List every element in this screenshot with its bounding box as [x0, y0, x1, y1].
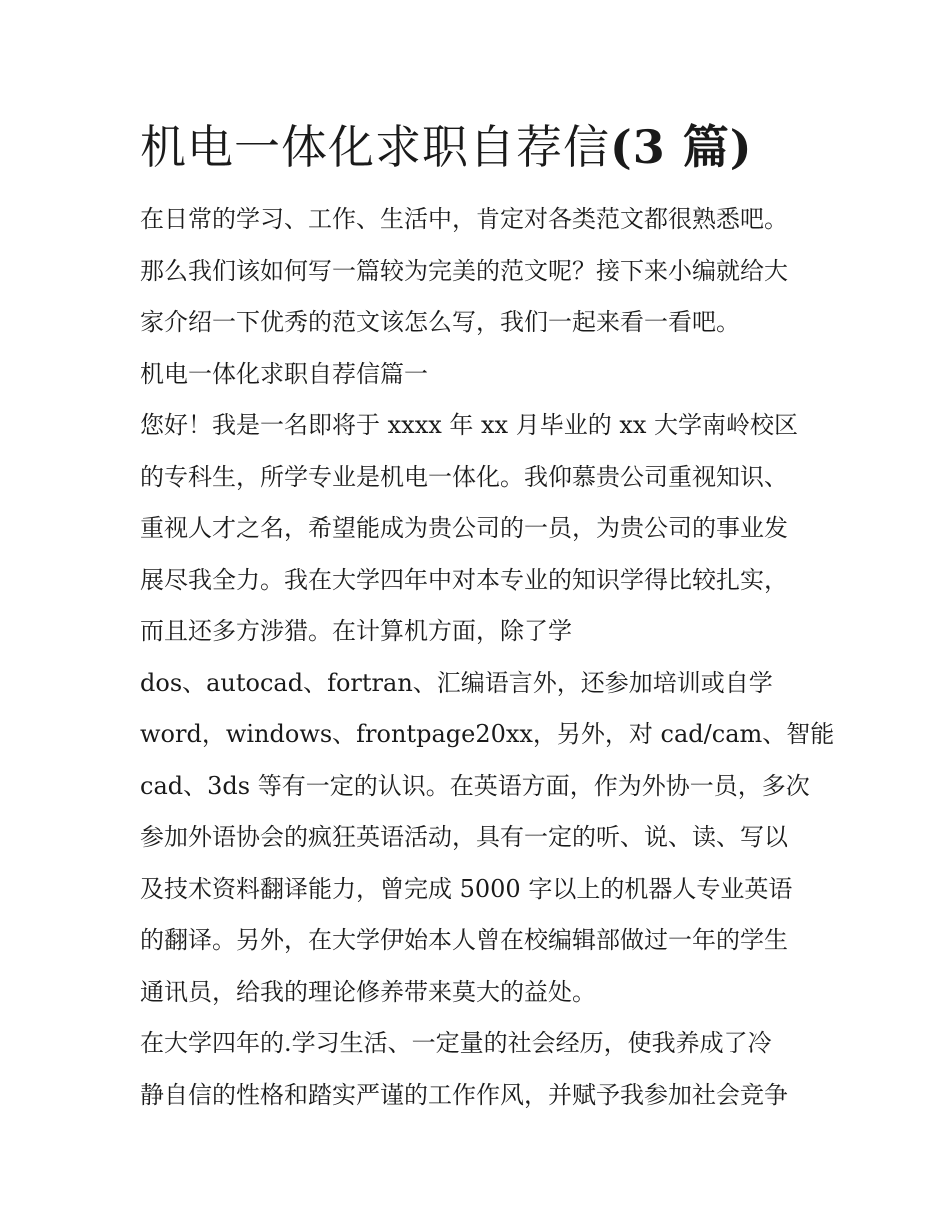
document-page: [140, 112, 835, 1121]
document-title: [140, 112, 820, 182]
body-line: 参加外语协会的疯狂英语活动，具有一定的听、说、读、写以: [140, 823, 788, 851]
body-line: dos、autocad、fortran、汇编语言外，还参加培训或自学: [140, 668, 773, 697]
body-line: word，windows、frontpage20xx，另外，对 cad/cam、智能: [140, 720, 835, 748]
body-line: 通讯员，给我的理论修养带来莫大的益处。: [140, 977, 596, 1006]
body-line: 那么我们该如何写一篇较为完美的范文呢？接下来小编就给大: [140, 256, 788, 285]
body-line: 在日常的学习、工作、生活中，肯定对各类范文都很熟悉吧。: [140, 205, 788, 233]
body-line: 静自信的性格和踏实严谨的工作作风，并赋予我参加社会竞争: [140, 1080, 788, 1109]
body-line: 而且还多方涉猎。在计算机方面，除了学: [140, 617, 572, 645]
document-title-main: 机电一体化求职自荐信: [140, 120, 610, 174]
body-line: 的专科生，所学专业是机电一体化。我仰慕贵公司重视知识、: [140, 462, 788, 491]
body-line: cad、3ds 等有一定的认识。在英语方面，作为外协一员，多次: [140, 771, 810, 800]
body-line: 展尽我全力。我在大学四年中对本专业的知识学得比较扎实，: [140, 565, 788, 594]
body-line: 家介绍一下优秀的范文该怎么写，我们一起来看一看吧。: [140, 308, 740, 336]
body-line: 在大学四年的.学习生活、一定量的社会经历，使我养成了冷: [140, 1029, 772, 1057]
body-line: 的翻译。另外，在大学伊始本人曾在校编辑部做过一年的学生: [140, 926, 788, 954]
body-line: 及技术资料翻译能力，曾完成 5000 字以上的机器人专业英语: [140, 874, 793, 903]
document-title-suffix: (3 篇): [610, 120, 753, 174]
section-heading: 机电一体化求职自荐信篇一: [140, 359, 428, 388]
body-line: 重视人才之名，希望能成为贵公司的一员，为贵公司的事业发: [140, 514, 788, 542]
body-line: 您好！我是一名即将于 xxxx 年 xx 月毕业的 xx 大学南岭校区: [140, 411, 799, 439]
